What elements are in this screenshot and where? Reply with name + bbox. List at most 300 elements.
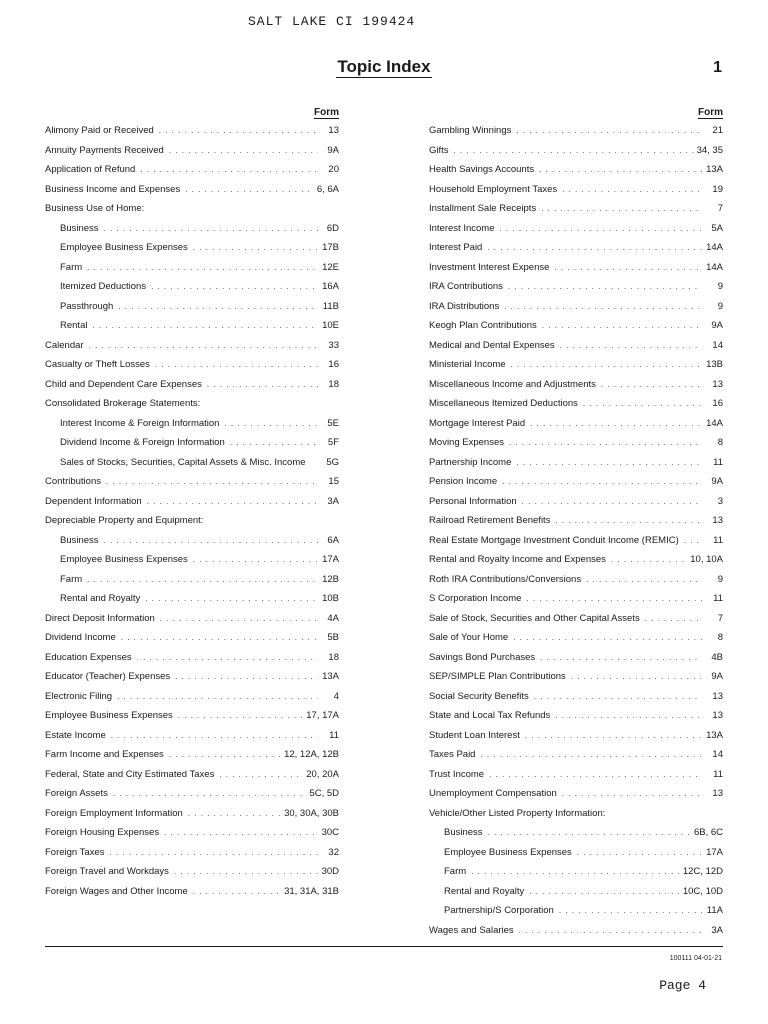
entry-form-number: 13A xyxy=(322,671,339,682)
entry-form-number: 13 xyxy=(712,515,723,526)
entry-form-number: 11 xyxy=(713,534,723,546)
index-entry xyxy=(429,437,723,457)
entry-form-number: 16 xyxy=(712,398,723,409)
index-entry xyxy=(429,554,723,574)
entry-form-number: 5E xyxy=(327,417,339,429)
index-entry xyxy=(45,788,339,808)
entry-label: Student Loan Interest xyxy=(429,729,520,741)
entry-label: Personal Information xyxy=(429,495,517,507)
index-entry xyxy=(429,808,723,828)
entry-label: Casualty or Theft Losses xyxy=(45,359,150,370)
entry-label: Calendar xyxy=(45,339,84,351)
dot-leader xyxy=(601,380,702,389)
entry-form-number: 30D xyxy=(321,866,339,877)
dot-leader xyxy=(560,341,702,350)
index-entry xyxy=(429,847,723,867)
entry-label: Gambling Winnings xyxy=(429,125,512,136)
entry-form-number: 12E xyxy=(322,261,339,273)
entry-label: Interest Income xyxy=(429,222,495,234)
entry-form-number: 8 xyxy=(717,437,723,448)
index-entry xyxy=(45,184,339,204)
entry-label: Sale of Your Home xyxy=(429,632,509,643)
dot-leader xyxy=(219,770,303,779)
entry-form-number: 13B xyxy=(706,359,723,370)
dot-leader xyxy=(645,614,702,623)
dot-leader xyxy=(224,419,318,428)
dot-leader xyxy=(562,789,702,798)
dot-leader xyxy=(513,633,702,642)
index-entry xyxy=(45,203,339,223)
entry-label: Pension Income xyxy=(429,476,498,487)
dot-leader xyxy=(504,302,702,311)
entry-form-number: 13 xyxy=(328,125,339,136)
entry-label: Electronic Filing xyxy=(45,690,113,702)
entry-form-number: 10B xyxy=(322,593,339,604)
entry-form-number: 11 xyxy=(713,768,723,780)
index-page-number: 1 xyxy=(713,59,722,76)
entry-label: Savings Bond Purchases xyxy=(429,651,536,663)
index-entry xyxy=(429,320,723,340)
entry-form-number: 6, 6A xyxy=(316,183,339,195)
entry-form-number: 14 xyxy=(712,339,723,351)
index-entry xyxy=(429,730,723,750)
form-header-label: Form xyxy=(698,107,723,118)
index-entry xyxy=(429,379,723,399)
index-entry xyxy=(45,320,339,340)
entry-form-number: 13A xyxy=(706,729,723,741)
entry-form-number: 11 xyxy=(713,593,723,604)
entry-form-number: 17A xyxy=(706,846,723,858)
entry-form-number: 33 xyxy=(328,339,339,351)
entry-label: Foreign Travel and Workdays xyxy=(45,866,169,877)
entry-label: Farm xyxy=(60,573,83,585)
dot-leader xyxy=(87,575,318,584)
entry-label: Interest Income & Foreign Information xyxy=(60,417,220,429)
dot-leader xyxy=(471,867,680,876)
index-entry xyxy=(429,788,723,808)
dot-leader xyxy=(555,711,702,720)
entry-label: Rental and Royalty Income and Expenses xyxy=(429,554,606,565)
entry-form-number: 9A xyxy=(327,144,339,156)
dot-leader xyxy=(117,692,318,701)
entry-form-number: 14 xyxy=(712,749,723,760)
dot-leader xyxy=(526,594,702,603)
entry-label: Gifts xyxy=(429,144,449,156)
dot-leader xyxy=(511,360,702,369)
dot-leader xyxy=(509,438,702,447)
entry-form-number: 11 xyxy=(329,729,339,741)
document-stamp: SALT LAKE CI 199424 xyxy=(248,14,416,29)
entry-label: Ministerial Income xyxy=(429,359,506,370)
entry-form-number: 17A xyxy=(322,554,339,565)
index-entry xyxy=(45,866,339,886)
form-code: 100111 04-01-21 xyxy=(669,955,722,962)
index-entry xyxy=(45,847,339,867)
entry-form-number: 5C, 5D xyxy=(309,788,339,799)
dot-leader xyxy=(151,282,318,291)
entry-label: Social Security Benefits xyxy=(429,690,529,702)
dot-leader xyxy=(87,263,318,272)
entry-label: Child and Dependent Care Expenses xyxy=(45,378,202,390)
entry-label: IRA Distributions xyxy=(429,300,500,312)
dot-leader xyxy=(684,536,702,545)
index-entry xyxy=(45,515,339,535)
entry-label: Contributions xyxy=(45,476,101,487)
entry-label: Foreign Housing Expenses xyxy=(45,827,160,838)
entry-label: Keogh Plan Contributions xyxy=(429,320,537,331)
index-entry xyxy=(45,262,339,282)
index-entry xyxy=(429,418,723,438)
entry-form-number: 15 xyxy=(328,476,339,487)
entry-form-number: 9 xyxy=(717,300,723,312)
entry-label: S Corporation Income xyxy=(429,593,522,604)
entry-form-number: 14A xyxy=(706,261,723,273)
form-column-header xyxy=(45,107,339,121)
entry-label: Dividend Income & Foreign Information xyxy=(60,437,225,448)
entry-form-number: 19 xyxy=(712,183,723,195)
index-entry xyxy=(429,632,723,652)
index-entry xyxy=(45,613,339,633)
entry-form-number: 13 xyxy=(712,710,723,721)
entry-form-number: 9A xyxy=(711,671,723,682)
entry-form-number: 3A xyxy=(711,924,723,936)
entry-label: Taxes Paid xyxy=(429,749,476,760)
entry-label: Partnership/S Corporation xyxy=(444,905,554,916)
entry-label: Wages and Salaries xyxy=(429,924,514,936)
index-entry xyxy=(45,457,339,477)
dot-leader xyxy=(519,926,702,935)
entry-label: Employee Business Expenses xyxy=(45,710,173,721)
entry-form-number: 16 xyxy=(328,359,339,370)
entry-label: Rental xyxy=(60,320,88,331)
entry-label: Household Employment Taxes xyxy=(429,183,558,195)
dot-leader xyxy=(540,653,702,662)
entry-form-number: 31, 31A, 31B xyxy=(284,885,339,897)
dot-leader xyxy=(586,575,702,584)
entry-form-number: 13A xyxy=(706,164,723,175)
index-entry xyxy=(45,145,339,165)
entry-form-number: 8 xyxy=(717,632,723,643)
entry-form-number: 13 xyxy=(712,378,723,390)
entry-label: Unemployment Compensation xyxy=(429,788,557,799)
entry-label: Sale of Stock, Securities and Other Capital Assets xyxy=(429,612,640,624)
entry-label: Interest Paid xyxy=(429,242,483,253)
dot-leader xyxy=(155,360,318,369)
dot-leader xyxy=(488,828,691,837)
entry-label: Estate Income xyxy=(45,729,106,741)
index-entry xyxy=(45,710,339,730)
entry-form-number: 10E xyxy=(322,320,339,331)
dot-leader xyxy=(193,887,281,896)
dot-leader xyxy=(502,477,702,486)
form-column-header xyxy=(429,107,723,121)
entry-label: Application of Refund xyxy=(45,164,136,175)
index-entry xyxy=(45,281,339,301)
dot-leader xyxy=(525,731,702,740)
index-entry xyxy=(45,164,339,184)
dot-leader xyxy=(559,906,702,915)
index-entry xyxy=(45,769,339,789)
dot-leader xyxy=(164,828,318,837)
entry-form-number: 7 xyxy=(717,612,723,624)
entry-form-number: 30, 30A, 30B xyxy=(284,807,339,819)
entry-label: IRA Contributions xyxy=(429,281,503,292)
dot-leader xyxy=(137,653,318,662)
entry-form-number: 30C xyxy=(321,827,339,838)
index-entry xyxy=(429,535,723,555)
entry-label: Passthrough xyxy=(60,300,114,312)
dot-leader xyxy=(487,243,702,252)
entry-label: State and Local Tax Refunds xyxy=(429,710,551,721)
entry-form-number: 14A xyxy=(706,242,723,253)
entry-label: Mortgage Interest Paid xyxy=(429,417,526,429)
index-entry xyxy=(429,652,723,672)
entry-form-number: 12, 12A, 12B xyxy=(284,749,339,760)
dot-leader xyxy=(178,711,303,720)
dot-leader xyxy=(106,477,318,486)
index-entry xyxy=(45,886,339,906)
entry-form-number: 20 xyxy=(328,164,339,175)
dot-leader xyxy=(539,165,702,174)
entry-form-number: 3A xyxy=(327,495,339,507)
entry-label: Farm Income and Expenses xyxy=(45,749,164,760)
index-entry xyxy=(429,769,723,789)
index-entry xyxy=(45,808,339,828)
entry-form-number: 5G xyxy=(326,456,339,468)
index-entry xyxy=(429,905,723,925)
index-entry xyxy=(429,301,723,321)
entry-label: Business xyxy=(60,534,99,546)
dot-leader xyxy=(193,243,318,252)
entry-label: Installment Sale Receipts xyxy=(429,203,537,214)
index-entry xyxy=(45,418,339,438)
index-list-left xyxy=(45,125,339,905)
dot-leader xyxy=(104,224,318,233)
entry-form-number: 7 xyxy=(717,203,723,214)
entry-label: Rental and Royalty xyxy=(444,885,525,897)
dot-leader xyxy=(104,536,318,545)
index-entry xyxy=(45,242,339,262)
entry-form-number: 5B xyxy=(327,632,339,643)
index-entry xyxy=(429,164,723,184)
dot-leader xyxy=(499,224,702,233)
entry-label: Business xyxy=(444,827,483,838)
dot-leader xyxy=(140,165,318,174)
index-list-right xyxy=(429,125,723,944)
entry-form-number: 4 xyxy=(333,690,339,702)
dot-leader xyxy=(111,731,318,740)
entry-label: Business Use of Home: xyxy=(45,203,145,214)
entry-form-number: 5A xyxy=(711,222,723,234)
entry-label: Employee Business Expenses xyxy=(444,846,572,858)
dot-leader xyxy=(554,263,702,272)
entry-label: Sales of Stocks, Securities, Capital Assets & Misc. Income xyxy=(60,456,306,468)
entry-label: Depreciable Property and Equipment: xyxy=(45,515,204,526)
entry-label: Farm xyxy=(444,866,467,877)
index-entry xyxy=(429,476,723,496)
dot-leader xyxy=(188,809,281,818)
footer-divider xyxy=(45,946,723,947)
dot-leader xyxy=(169,146,318,155)
entry-label: Health Savings Accounts xyxy=(429,164,535,175)
index-entry xyxy=(429,398,723,418)
dot-leader xyxy=(145,594,318,603)
entry-label: Investment Interest Expense xyxy=(429,261,550,273)
entry-form-number: 20, 20A xyxy=(306,768,339,780)
page-footer-label: Page 4 xyxy=(659,978,706,993)
entry-label: Roth IRA Contributions/Conversions xyxy=(429,573,582,585)
entry-label: Dependent Information xyxy=(45,495,142,507)
index-entry xyxy=(429,457,723,477)
entry-label: Moving Expenses xyxy=(429,437,504,448)
index-entry xyxy=(429,125,723,145)
entry-form-number: 11 xyxy=(713,456,723,468)
index-entry xyxy=(45,554,339,574)
entry-label: Farm xyxy=(60,261,83,273)
entry-form-number: 3 xyxy=(717,495,723,507)
index-entry xyxy=(429,574,723,594)
index-entry xyxy=(429,184,723,204)
entry-label: Real Estate Mortgage Investment Conduit Income (REMIC) xyxy=(429,534,679,546)
dot-leader xyxy=(147,497,318,506)
index-entry xyxy=(429,827,723,847)
entry-label: Foreign Taxes xyxy=(45,846,105,858)
dot-leader xyxy=(480,750,702,759)
index-entry xyxy=(429,223,723,243)
dot-leader xyxy=(489,770,702,779)
dot-leader xyxy=(174,867,318,876)
entry-form-number: 13 xyxy=(712,788,723,799)
dot-leader xyxy=(534,692,702,701)
dot-leader xyxy=(160,614,318,623)
index-entry xyxy=(45,496,339,516)
entry-label: Foreign Assets xyxy=(45,788,108,799)
entry-label: Miscellaneous Itemized Deductions xyxy=(429,398,578,409)
entry-label: Alimony Paid or Received xyxy=(45,125,154,136)
entry-label: Business xyxy=(60,222,99,234)
entry-form-number: 4A xyxy=(327,612,339,624)
entry-label: Employee Business Expenses xyxy=(60,242,188,253)
index-column-right xyxy=(429,107,723,944)
entry-label: Employee Business Expenses xyxy=(60,554,188,565)
index-column-left xyxy=(45,107,339,905)
entry-form-number: 17, 17A xyxy=(306,710,339,721)
entry-label: Foreign Wages and Other Income xyxy=(45,885,188,897)
index-entry xyxy=(45,340,339,360)
entry-label: Partnership Income xyxy=(429,456,512,468)
index-entry xyxy=(45,359,339,379)
entry-label: Federal, State and City Estimated Taxes xyxy=(45,768,215,780)
dot-leader xyxy=(542,321,702,330)
entry-form-number: 9 xyxy=(717,573,723,585)
entry-form-number: 6B, 6C xyxy=(693,827,723,838)
dot-leader xyxy=(562,185,702,194)
index-entry xyxy=(429,242,723,262)
entry-label: Direct Deposit Information xyxy=(45,612,155,624)
index-entry xyxy=(45,125,339,145)
dot-leader xyxy=(230,438,318,447)
dot-leader xyxy=(175,672,318,681)
entry-form-number: 14A xyxy=(706,417,723,429)
entry-form-number: 9 xyxy=(717,281,723,292)
index-entry xyxy=(45,730,339,750)
index-entry xyxy=(45,652,339,672)
index-entry xyxy=(45,632,339,652)
entry-form-number: 6A xyxy=(327,534,339,546)
entry-form-number: 21 xyxy=(712,125,723,136)
index-entry xyxy=(429,593,723,613)
index-entry xyxy=(45,223,339,243)
dot-leader xyxy=(529,887,680,896)
index-entry xyxy=(429,691,723,711)
dot-leader xyxy=(169,750,281,759)
entry-label: Itemized Deductions xyxy=(60,281,147,292)
index-entry xyxy=(429,359,723,379)
entry-form-number: 13 xyxy=(712,690,723,702)
index-entry xyxy=(45,671,339,691)
entry-form-number: 32 xyxy=(328,846,339,858)
index-entry xyxy=(45,574,339,594)
entry-label: Vehicle/Other Listed Property Information: xyxy=(429,807,606,819)
index-entry xyxy=(429,496,723,516)
index-entry xyxy=(429,281,723,301)
index-entry xyxy=(45,593,339,613)
dot-leader xyxy=(555,516,702,525)
dot-leader xyxy=(454,146,694,155)
index-entry xyxy=(45,749,339,769)
dot-leader xyxy=(583,399,702,408)
form-header-label: Form xyxy=(314,107,339,118)
entry-form-number: 5F xyxy=(327,437,339,448)
dot-leader xyxy=(193,555,318,564)
entry-label: Annuity Payments Received xyxy=(45,144,164,156)
entry-form-number: 12B xyxy=(322,573,339,585)
entry-form-number: 10, 10A xyxy=(690,554,723,565)
index-entry xyxy=(45,301,339,321)
dot-leader xyxy=(508,282,702,291)
entry-form-number: 9A xyxy=(711,320,723,331)
entry-form-number: 6D xyxy=(326,222,339,234)
page-title-text: Topic Index xyxy=(337,57,431,76)
index-entry xyxy=(429,749,723,769)
index-entry xyxy=(429,515,723,535)
entry-label: Dividend Income xyxy=(45,632,116,643)
page-title xyxy=(0,57,768,77)
dot-leader xyxy=(530,419,702,428)
dot-leader xyxy=(110,848,319,857)
index-entry xyxy=(45,398,339,418)
entry-form-number: 12C, 12D xyxy=(682,866,723,877)
index-entry xyxy=(429,886,723,906)
index-entry xyxy=(429,145,723,165)
entry-form-number: 10C, 10D xyxy=(682,885,723,897)
dot-leader xyxy=(113,789,307,798)
entry-form-number: 4B xyxy=(711,651,723,663)
entry-label: SEP/SIMPLE Plan Contributions xyxy=(429,671,566,682)
dot-leader xyxy=(207,380,318,389)
entry-form-number: 11B xyxy=(322,300,339,312)
entry-label: Railroad Retirement Benefits xyxy=(429,515,551,526)
dot-leader xyxy=(541,204,702,213)
dot-leader xyxy=(571,672,702,681)
index-entry xyxy=(429,203,723,223)
entry-label: Business Income and Expenses xyxy=(45,183,181,195)
entry-form-number: 9A xyxy=(711,476,723,487)
entry-form-number: 34, 35 xyxy=(696,144,723,156)
dot-leader xyxy=(121,633,318,642)
entry-label: Foreign Employment Information xyxy=(45,807,183,819)
index-entry xyxy=(45,535,339,555)
